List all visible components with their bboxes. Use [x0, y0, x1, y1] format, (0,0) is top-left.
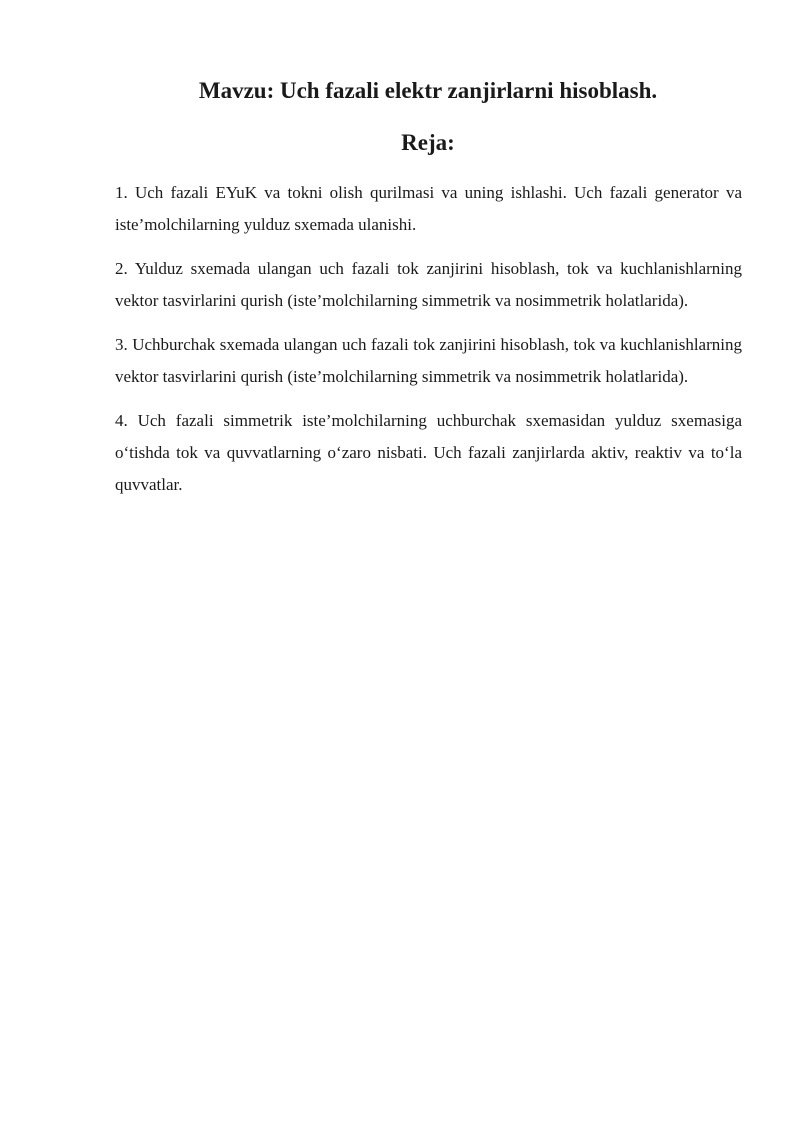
plan-item: 3. Uchburchak sxemada ulangan uch fazali tok zanjirini hisoblash, tok va kuchlanishlarning vektor tasvirlarini qurish (iste’molchilarning simmetrik va nosimmetrik holatlarida). [115, 335, 742, 386]
plan-item: 4. Uch fazali simmetrik iste’molchilarning uchburchak sxemasidan yulduz sxemasiga o‘tishda tok va quvvatlarning o‘zaro nisbati. Uch fazali zanjirlarda aktiv, reaktiv va to‘la quvvatlar. [115, 411, 742, 494]
plan-heading: Reja: [401, 130, 455, 155]
document-title: Mavzu: Uch fazali elektr zanjirlarni hisoblash. [198, 78, 658, 103]
plan-item: 2. Yulduz sxemada ulangan uch fazali tok zanjirini hisoblash, tok va kuchlanishlarning vektor tasvirlarini qurish (iste’molchilarning simmetrik va nosimmetrik holatlarida). [115, 259, 742, 310]
plan-list [115, 177, 742, 513]
plan-item: 1. Uch fazali EYuK va tokni olish qurilmasi va uning ishlashi. Uch fazali generator va iste’molchilarning yulduz sxemada ulanishi. [115, 183, 742, 234]
